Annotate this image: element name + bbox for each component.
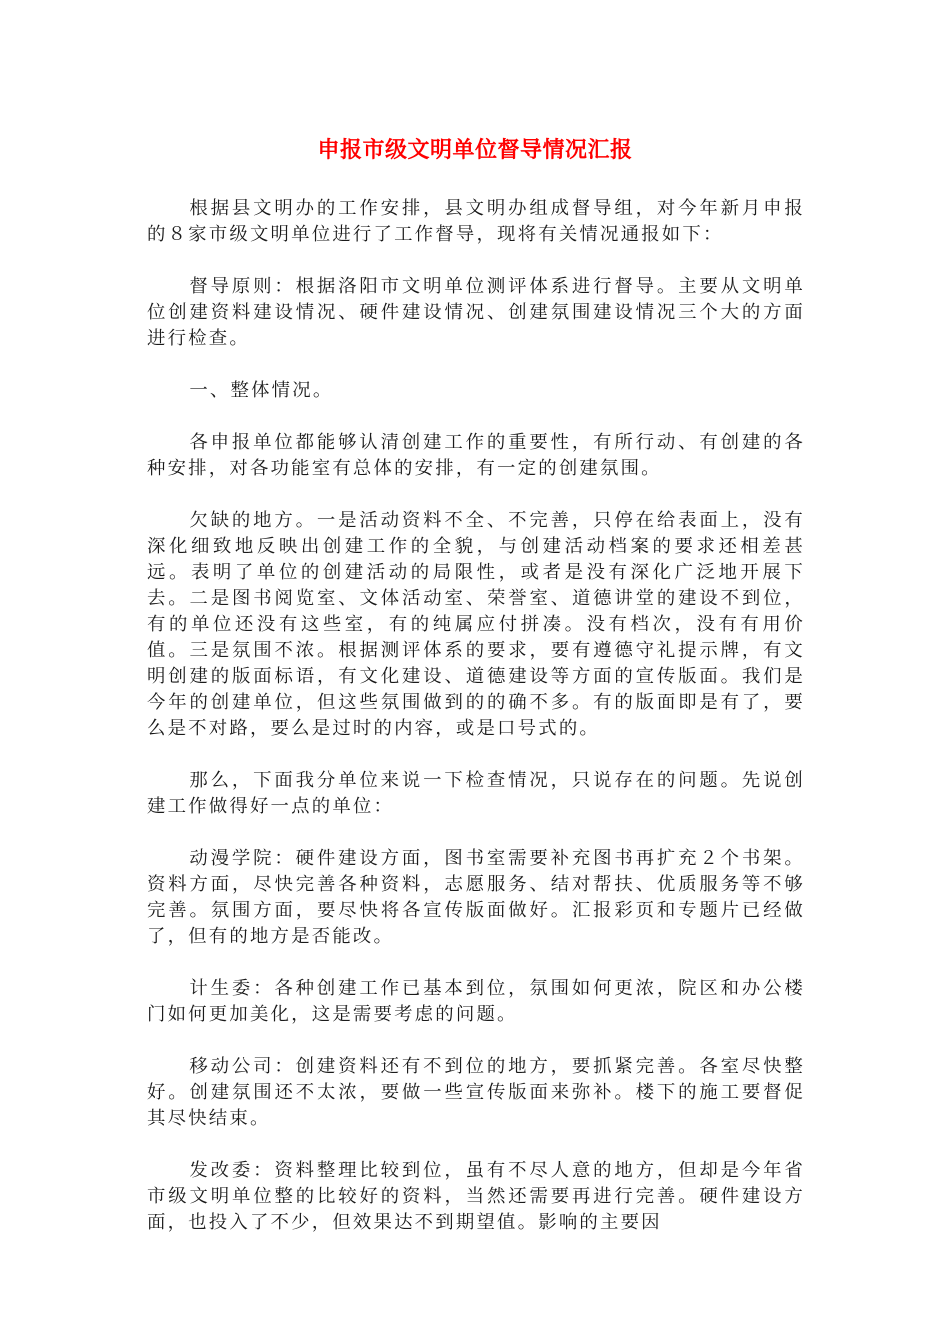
paragraph-shortcomings: 欠缺的地方。一是活动资料不全、不完善，只停在给表面上，没有深化细致地反映出创建工作的全貌，与创建活动档案的要求还相差甚远。表明了单位的创建活动的局限性，或者是没有深化广泛地开展下去。二是图书阅览室、文体活动室、荣誉室、道德讲堂的建设不到位，有的单位还没有这些室，有的纯属应付拼凑。没有档次，没有有用价值。三是氛围不浓。根据测评体系的要求，要有遵德守礼提示牌，有文明创建的版面标语，有文化建设、道德建设等方面的宣传版面。我们是今年的创建单位，但这些氛围做到的的确不多。有的版面即是有了，要么是不对路，要么是过时的内容，或是口号式的。 (147, 510, 805, 739)
paragraph-animation-college: 动漫学院：硬件建设方面，图书室需要补充图书再扩充２个书架。资料方面，尽快完善各种资料，志愿服务、结对帮扶、优质服务等不够完善。氛围方面，要尽快将各宣传版面做好。汇报彩页和专题片已经做了，但有的地方是否能改。 (147, 848, 805, 947)
paragraph-family-planning: 计生委：各种创建工作已基本到位，氛围如何更浓，院区和办公楼门如何更加美化，这是需要考虑的问题。 (147, 978, 805, 1025)
section-heading-overall: 一、整体情况。 (189, 380, 334, 401)
paragraph-development-commission: 发改委：资料整理比较到位，虽有不尽人意的地方，但却是今年省市级文明单位整的比较好的资料，当然还需要再进行完善。硬件建设方面，也投入了不少，但效果达不到期望值。影响的主要因 (147, 1160, 805, 1233)
document-body (147, 196, 805, 1262)
paragraph-mobile-company: 移动公司：创建资料还有不到位的地方，要抓紧完善。各室尽快整好。创建氛围还不太浓，要做一些宣传版面来弥补。楼下的施工要督促其尽快结束。 (147, 1056, 805, 1129)
paragraph-transition: 那么，下面我分单位来说一下检查情况，只说存在的问题。先说创建工作做得好一点的单位： (147, 770, 805, 817)
paragraph-principle: 督导原则：根据洛阳市文明单位测评体系进行督导。主要从文明单位创建资料建设情况、硬件建设情况、创建氛围建设情况三个大的方面进行检查。 (147, 276, 805, 349)
paragraph-intro: 根据县文明办的工作安排，县文明办组成督导组，对今年新月申报的８家市级文明单位进行了工作督导，现将有关情况通报如下： (147, 198, 805, 245)
paragraph-overall: 各申报单位都能够认清创建工作的重要性，有所行动、有创建的各种安排，对各功能室有总体的安排，有一定的创建氛围。 (147, 432, 805, 479)
document-title: 申报市级文明单位督导情况汇报 (317, 138, 633, 163)
